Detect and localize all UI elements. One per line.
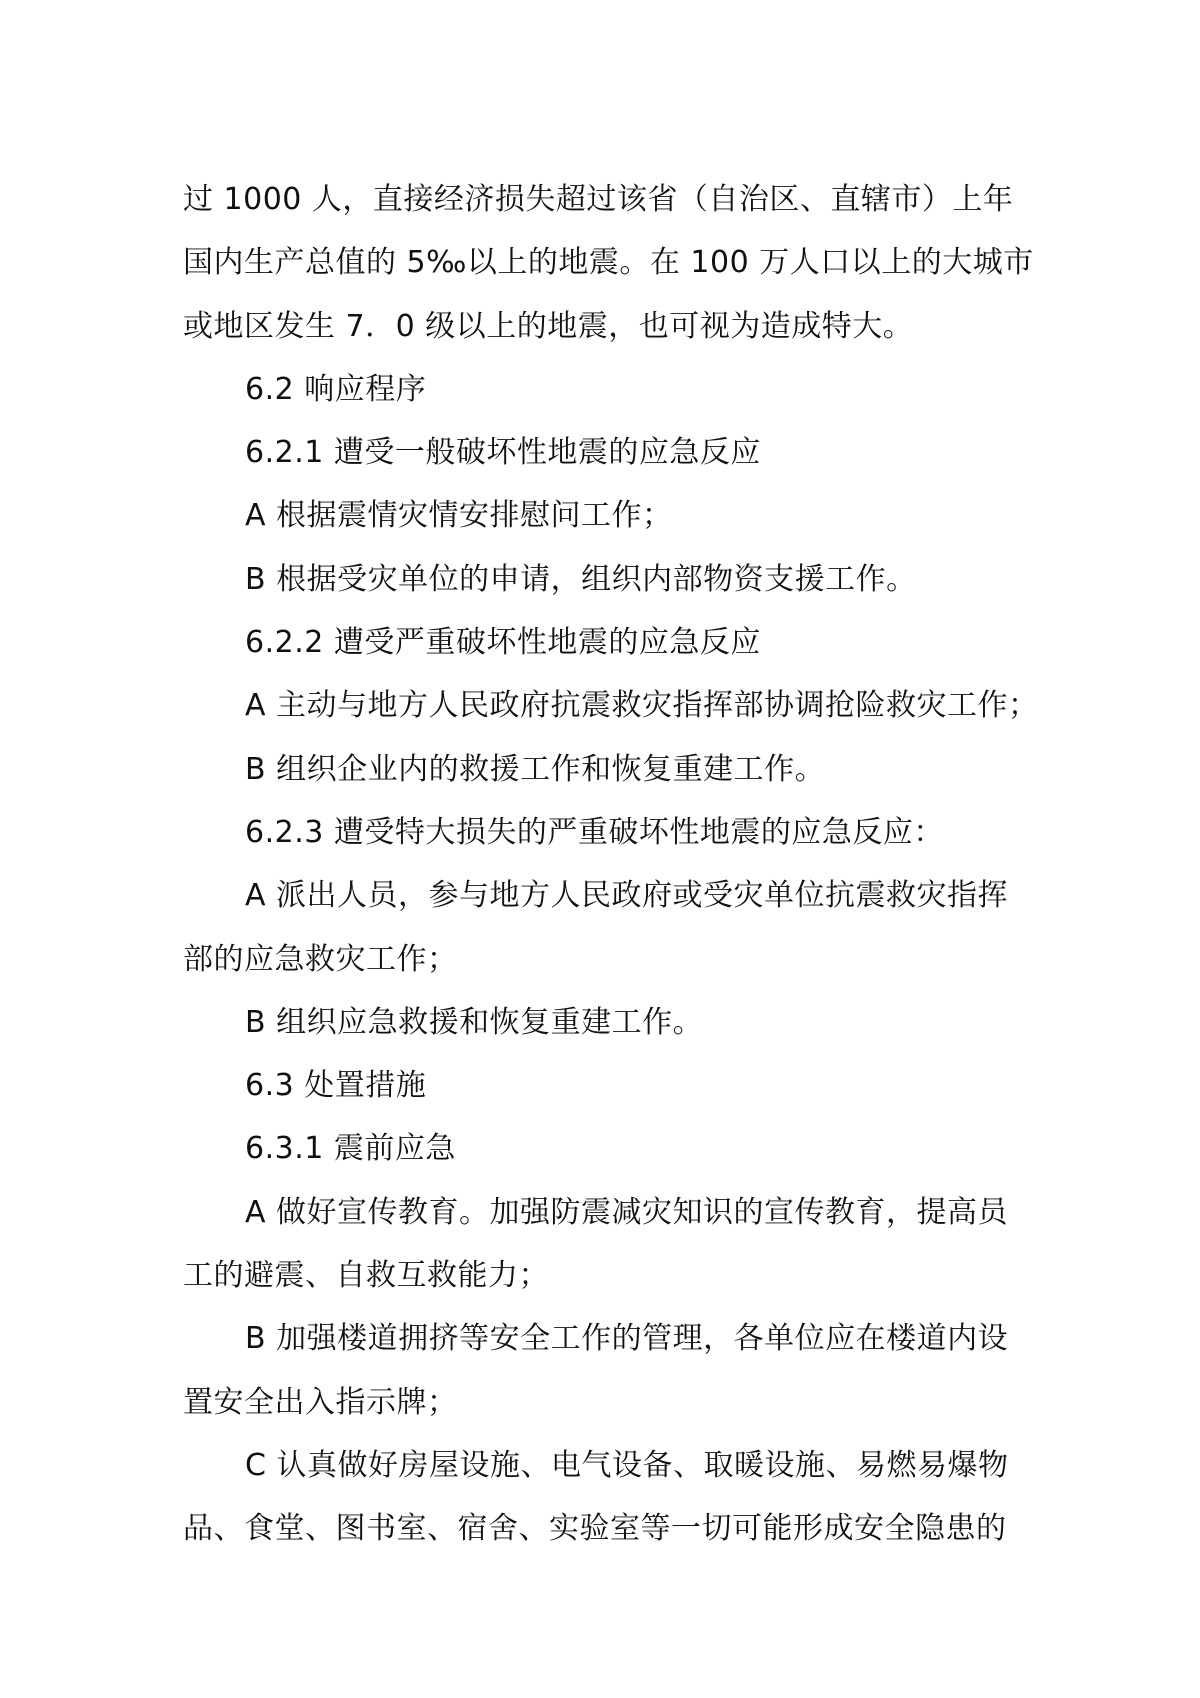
list-item: A 派出人员，参与地方人民政府或受灾单位抗震救灾指挥 bbox=[245, 878, 1009, 914]
text-line: 过 1000 人，直接经济损失超过该省（自治区、直辖市）上年 bbox=[183, 182, 1014, 217]
section-heading: 6.2 响应程序 bbox=[245, 371, 427, 407]
list-item-continuation: 品、食堂、图书室、宿舍、实验室等一切可能形成安全隐患的 bbox=[183, 1511, 1007, 1547]
document-body bbox=[183, 168, 1043, 1561]
list-item-continuation: 部的应急救灾工作； bbox=[183, 941, 458, 977]
list-item: B 加强楼道拥挤等安全工作的管理，各单位应在楼道内设 bbox=[245, 1321, 1009, 1357]
subsection-heading: 6.2.2 遭受严重破坏性地震的应急反应 bbox=[245, 625, 761, 661]
subsection-heading: 6.2.3 遭受特大损失的严重破坏性地震的应急反应： bbox=[245, 814, 944, 850]
list-item: B 组织应急救援和恢复重建工作。 bbox=[245, 1004, 704, 1040]
text-line: 国内生产总值的 5‰以上的地震。在 100 万人口以上的大城市 bbox=[183, 245, 1034, 281]
list-item-continuation: 置安全出入指示牌； bbox=[183, 1384, 458, 1420]
subsection-heading: 6.2.1 遭受一般破坏性地震的应急反应 bbox=[245, 435, 761, 471]
list-item: B 组织企业内的救援工作和恢复重建工作。 bbox=[245, 751, 826, 787]
list-item: A 做好宣传教育。加强防震减灾知识的宣传教育，提高员 bbox=[245, 1194, 1009, 1230]
list-item-continuation: 工的避震、自救互救能力； bbox=[183, 1258, 549, 1294]
list-item: C 认真做好房屋设施、电气设备、取暖设施、易燃易爆物 bbox=[245, 1447, 1009, 1483]
list-item: A 主动与地方人民政府抗震救灾指挥部协调抢险救灾工作； bbox=[245, 688, 1039, 724]
text-line: 或地区发生 7．0 级以上的地震，也可视为造成特大。 bbox=[183, 308, 914, 344]
subsection-heading: 6.3.1 震前应急 bbox=[245, 1131, 456, 1167]
list-item: A 根据震情灾情安排慰问工作； bbox=[245, 498, 673, 534]
list-item: B 根据受灾单位的申请，组织内部物资支援工作。 bbox=[245, 561, 917, 597]
section-heading: 6.3 处置措施 bbox=[245, 1068, 427, 1104]
